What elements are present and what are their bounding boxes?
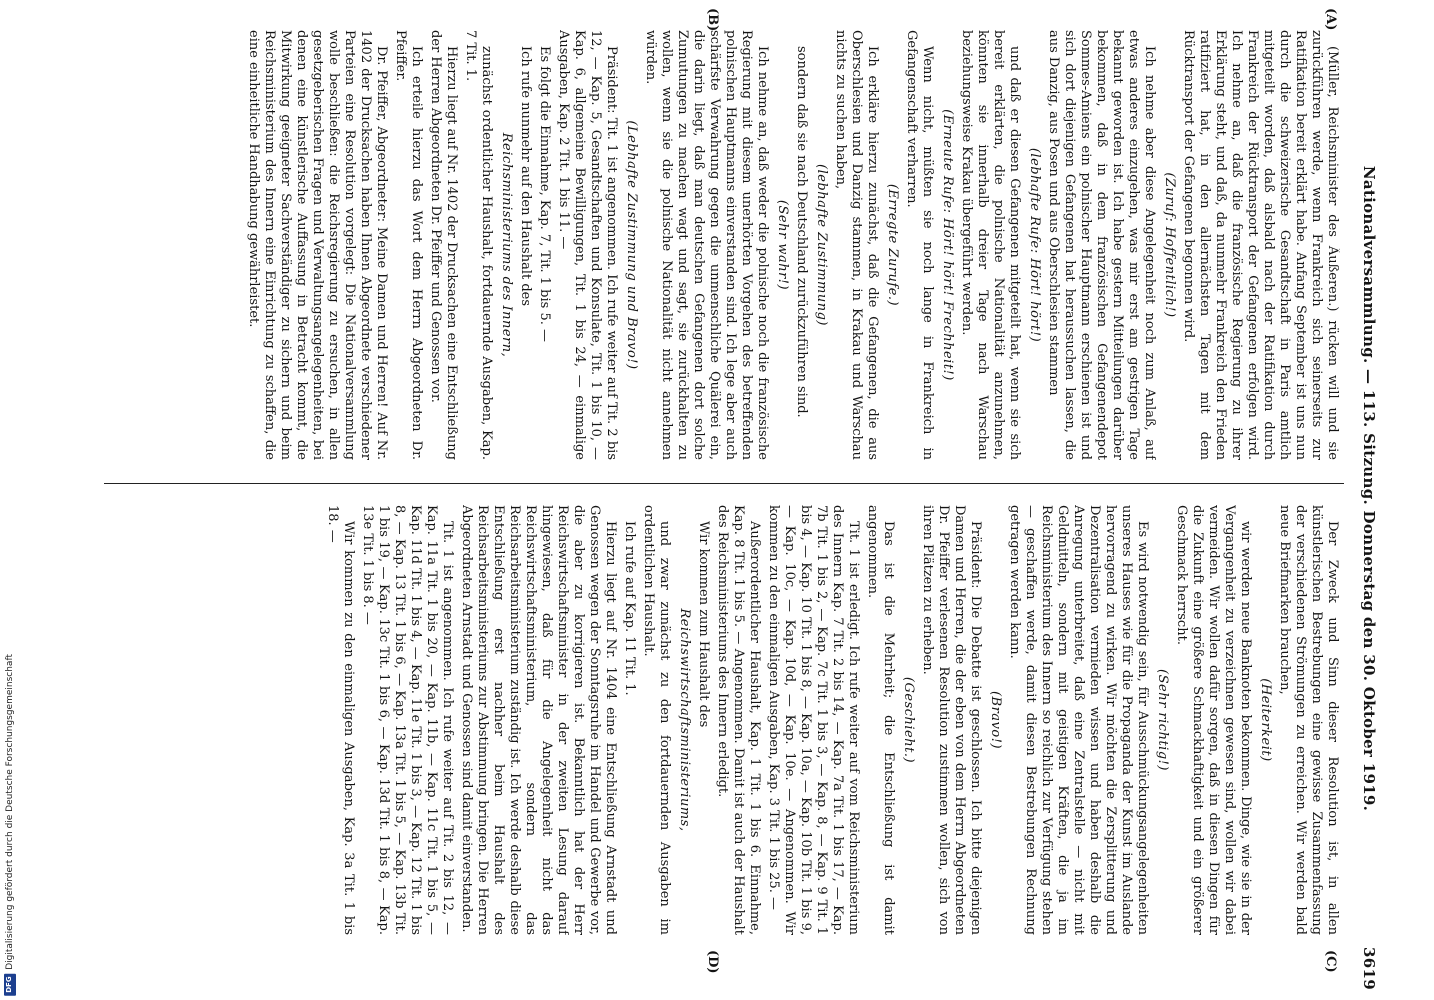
- interjection: Reichswirtschaftsministeriums,: [677, 608, 692, 832]
- running-header: [1358, 30, 1380, 990]
- paragraph: Wir kommen zu den einmaligen Ausgaben, Kap. 3a Tit. 1 bis 18. —: [325, 505, 356, 935]
- column-divider: [104, 483, 1344, 484]
- margin-marker-d: (D): [705, 950, 720, 974]
- paragraph: Präsident: Die Debatte ist geschlossen. Ich bitte diejenigen Damen und Herren, die der eben von dem Herrn Abgeordneten Dr. Pfeiffer verlesenen Resolution zustimmen wollen, sich von ihren Plätzen zu erheben.: [920, 505, 983, 935]
- right-column: [110, 505, 1340, 935]
- interjection: (Geschieht.): [901, 676, 916, 764]
- left-column: [110, 30, 1340, 460]
- paragraph: wir werden neue Banknoten bekommen. Dinge, wie sie in der Vergangenheit zu verzeichnen gewesen sind, wollen wir dabei vermeiden. Wir wollen dafür sorgen, daß in diesen Dingen für die Zukunft eine größere Schmackhaftigkeit und ein größerer Geschmack herrscht.: [1174, 505, 1253, 935]
- paragraph: Wenn nicht, müßten sie noch lange in Frankreich in Gefangenschaft verharren.: [904, 30, 935, 460]
- paragraph: Ich nehme an, daß weder die polnische noch die französische Regierung mit diesem unerhörten Vorgehen des betreffenden polnischen Hauptmanns einverstanden sind. Ich lege aber auch schärfste Verwahrung gegen die unmenschliche Quälerei ein, die darin liegt, daß man deutschen Gefangenen dort solche Zumutungen zu machen wagt und sagt, sie zurückhalten zu wollen, wenn sie die polnische Nationalität nicht annehmen würden.: [643, 30, 770, 460]
- interjection: (lebhafte Zustimmung): [814, 164, 829, 326]
- paragraph: (Müller, Reichsminister des Äußeren.) rücken will und sie zurückführen werde, wenn Frankreich sich seinerseits zur Ratifikation bereit erklärt habe. Anfang September ist uns nun durch die schweizerische Gesandtschaft in Paris amtlich mitgeteilt worden, daß alsbald nach der Ratifikation durch Frankreich der Rücktransport der Gefangenen erfolgen wird. Ich nehme an, daß die französische Regierung zu ihrer Erklärung steht, und daß, da nunmehr Frankreich den Frieden ratifiziert hat, in den allernächsten Tagen mit dem Rücktransport der Gefangenen begonnen wird.: [1181, 30, 1340, 460]
- paragraph: sondern daß sie nach Deutschland zurückzuführen sind.: [794, 46, 809, 418]
- paragraph: zunächst ordentlicher Haushalt, fortdauernde Ausgaben, Kap. 7 Tit. 1.: [463, 30, 494, 460]
- page-number: 3619: [1360, 947, 1378, 990]
- interjection: (Bravo!): [988, 690, 1003, 750]
- paragraph: Hierzu liegt auf Nr. 1402 der Drucksachen eine Entschließung der Herren Abgeordneten Dr. Pfeiffer und Genossen vor.: [428, 30, 459, 460]
- interjection: Reichsministeriums des Innern,: [499, 132, 514, 358]
- paragraph: Dr. Pfeiffer, Abgeordneter: Meine Damen und Herren! Auf Nr. 1402 der Drucksachen haben Ihnen Abgeordnete verschiedener Parteien eine Resolution vorgelegt: Die Nationalversammlung wolle beschließen: die Reichsregierung zu ersuchen, in allen gesetzgeberischen Fragen und Verwaltungsangelegenheiten, bei denen eine künstlerische Auffassung in Betracht kommt, die Mitwirkung geeigneter Sachverständiger zu sichern und beim Reichsministerium des Innern eine Einrichtung zu schaffen, die eine einheitliche Handhabung gewährleistet.: [246, 30, 389, 460]
- interjection: (Heiterkeit): [1258, 678, 1273, 762]
- interjection: (Zuruf: Hoffentlich!): [1162, 172, 1177, 318]
- dfg-logo-icon: DFG: [4, 974, 16, 996]
- paragraph: Der Zweck und Sinn dieser Resolution ist, in allen künstlerischen Bestrebungen eine gewisse Zusammenfassung der verschiedenen Strömungen zu erreichen. Wir werden bald neue Briefmarken brauchen,: [1277, 505, 1340, 935]
- rotated-page: [90, 8, 1380, 990]
- digitization-credit: [4, 654, 16, 996]
- paragraph: Präsident: Tit. 1 ist angenommen. Ich rufe weiter auf Tit. 2 bis 12, — Kap. 5, Gesandtschaften und Konsulate, Tit. 1 bis 10, — Kap. 6, allgemeine Bewilligungen, Tit. 1 bis 24, — einmalige Ausgaben, Kap. 2 Tit. 1 bis 11. —: [556, 30, 619, 460]
- footer-text: Digitalisierung gefördert durch die Deutsche Forschungsgemeinschaft: [5, 654, 15, 970]
- paragraph: Wir kommen zum Haushalt des: [696, 521, 711, 728]
- margin-marker-b: (B): [705, 8, 720, 32]
- paragraph: Ich rufe nunmehr auf den Haushalt des: [518, 46, 533, 307]
- interjection: (Lebhafte Zustimmung und Bravo!): [624, 120, 639, 370]
- paragraph: Ich erteile hierzu das Wort dem Herrn Abgeordneten Dr. Pfeiffer.: [393, 30, 424, 460]
- paragraph: Es wird notwendig sein, für Ausschmückungsangelegenheiten unseres Hauses wie für die Propaganda der Kunst im Auslande hervorragend zu wirken. Wir möchten die Zersplitterung und Dezentralisation vermieden wissen und haben deshalb die Anregung unterbreitet, daß eine Zentralstelle — nicht mit Geldmitteln, sondern mit geistigen Kräften, die ja im Reichsministerium des Innern so reichlich zur Verfügung stehen — geschaffen werde, damit diesen Bestrebungen Rechnung getragen werden kann.: [1007, 505, 1150, 935]
- margin-marker-c: (C): [1323, 950, 1338, 973]
- paragraph: Ich rufe auf Kap. 11 Tit. 1.: [622, 521, 637, 696]
- paragraph: und zwar zunächst zu den fortdauernden Ausgaben im ordentlichen Haushalt.: [641, 505, 672, 935]
- paragraph: Es folgt die Einnahme, Kap. 7, Tit. 1 bis 5. —: [537, 46, 552, 342]
- paragraph: Ich nehme aber diese Angelegenheit noch zum Anlaß, auf etwas anderes einzugehen, was mir erst am gestrigen Tage bekannt geworden ist. Ich habe gestern Mitteilungen darüber bekommen, daß in dem französischen Gefangenendepot Sommes-Amiens ein polnischer Hauptmann erschienen ist und sich dort diejenigen Gefangenen hat heraussuchen lassen, die aus Danzig, aus Posen und aus Oberschlesien stammen: [1046, 30, 1157, 460]
- paragraph: Außerordentlicher Haushalt, Kap. 1 Tit. 1 bis 6. Einnahme, Kap. 8 Tit. 1 bis 5. — Angenommen. Damit ist auch der Haushalt des Reichsministeriums des Innern erledigt.: [715, 505, 762, 935]
- paragraph: Hierzu liegt auf Nr. 1404 eine Entschließung Arnstadt und Genossen wegen der Sonntagsruhe im Handel und Gewerbe vor, die aber zu korrigieren ist. Bekanntlich hat der Herr Reichswirtschaftsminister in der zweiten Lesung darauf hingewiesen, daß für die Angelegenheit nicht das Reichswirtschaftsministerium, sondern das Reichsarbeitsministerium zuständig ist. Ich werde deshalb diese Entschließung erst nachher beim Haushalt des Reichsarbeitsministeriums zur Abstimmung bringen. Die Herren Abgeordneten Arnstadt und Genossen sind damit einverstanden.: [459, 505, 618, 935]
- interjection: (Erneute Rufe: Hört! hört! Frechheit!): [940, 109, 955, 381]
- interjection: (Sehr wahr!): [775, 199, 790, 291]
- interjection: (Erregte Zurufe.): [885, 183, 900, 307]
- paragraph: Das ist die Mehrheit; die Entschließung ist damit angenommen.: [865, 505, 896, 935]
- paragraph: Tit. 1 ist angenommen. Ich rufe weiter auf Tit. 2 bis 12, — Kap. 11a Tit. 1 bis 20, — Kap. 11b, — Kap. 11c Tit. 1 bis 5, — Kap. 11d Tit. 1 bis 4, — Kap. 11e Tit. 1 bis 3, — Kap. 12 Tit. 1 bis 8, — Kap. 13 Tit. 1 bis 6, — Kap. 13a Tit. 1 bis 5, — Kap. 13b Tit. 1 bis 19, — Kap. 13c Tit. 1 bis 6, — Kap. 13d Tit. 1 bis 8, — Kap. 13e Tit. 1 bis 8. —: [360, 505, 455, 935]
- paragraph: und daß er diesen Gefangenen mitgeteilt hat, wenn sie sich bereit erklärten, die polnische Nationalität anzunehmen, könnten sie innerhalb dreier Tage nach Warschau beziehungsweise Krakau übergeführt werden.: [959, 30, 1022, 460]
- paragraph: Tit. 1 ist erledigt. Ich rufe weiter auf vom Reichsministerium des Innern Kap. 7 Tit. 2 bis 14, — Kap. 7a Tit. 1 bis 17, — Kap. 7b Tit. 1 bis 2, — Kap. 7c Tit. 1 bis 3, — Kap. 8, — Kap. 9 Tit. 1 bis 4, — Kap. 10 Tit. 1 bis 8, — Kap. 10a, — Kap. 10b Tit. 1 bis 9, — Kap. 10c, — Kap. 10d, — Kap. 10e. — Angenommen. Wir kommen zu den einmaligen Ausgaben, Kap. 3 Tit. 1 bis 25. —: [766, 505, 861, 935]
- interjection: (lebhafte Rufe: Hört! hört!): [1027, 147, 1042, 343]
- margin-marker-a: (A): [1323, 8, 1338, 31]
- paragraph: Ich erkläre hierzu zunächst, daß die Gefangenen, die aus Oberschlesien und Danzig stammen, in Krakau und Warschau nichts zu suchen haben,: [833, 30, 880, 460]
- interjection: (Sehr richtig!): [1155, 669, 1170, 771]
- header-title: Nationalversammlung. — 113. Sitzung. Donnerstag den 30. Oktober 1919.: [1360, 165, 1378, 812]
